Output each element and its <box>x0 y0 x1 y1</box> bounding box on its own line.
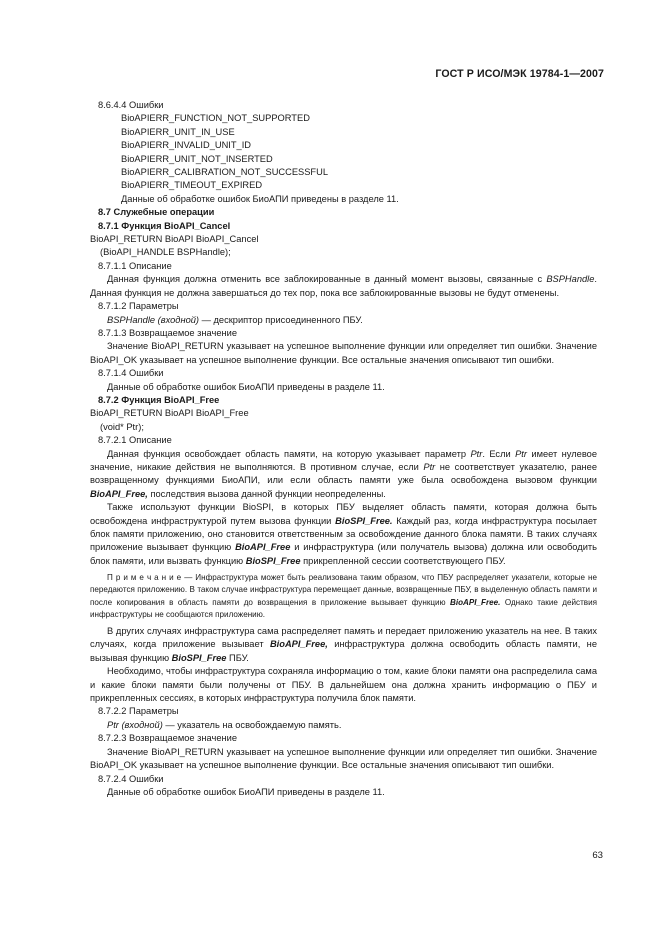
free-parameter: Ptr (входной) — указатель на освобождаемую память. <box>107 719 342 730</box>
error-reference: Данные об обработке ошибок БиоАПИ приведены в разделе 11. <box>121 193 399 204</box>
cancel-return-value: Значение BioAPI_RETURN указывает на успешное выполнение функции или определяет тип ошибки. Значение BioAPI_OK указывает на успешное выполнение функции. Все остальные значения описывают тип ошибки. <box>90 341 597 365</box>
function-signature-params: (void* Ptr); <box>100 421 144 432</box>
document-standard-header: ГОСТ Р ИСО/МЭК 19784-1—2007 <box>435 68 604 80</box>
function-signature: BioAPI_RETURN BioAPI BioAPI_Cancel <box>90 234 259 245</box>
error-code: BioAPIERR_FUNCTION_NOT_SUPPORTED <box>121 113 310 124</box>
error-code: BioAPIERR_CALIBRATION_NOT_SUCCESSFUL <box>121 167 328 178</box>
error-code: BioAPIERR_INVALID_UNIT_ID <box>121 140 252 151</box>
section-8-7-heading: 8.7 Служебные операции <box>98 207 215 218</box>
cancel-description: Данная функция должна отменить все заблокированные в данный момент вызовы, связанные с BSPHandle. Данная функция не должна завершаться до тех пор, пока все заблокированные вызовы не будут отменены. <box>90 274 597 298</box>
function-signature-params: (BioAPI_HANDLE BSPHandle); <box>100 247 231 258</box>
section-8-7-2-3-heading: 8.7.2.3 Возвращаемое значение <box>98 733 238 744</box>
section-8-7-1-heading: 8.7.1 Функция BioAPI_Cancel <box>98 220 231 231</box>
section-8-7-2-4-heading: 8.7.2.4 Ошибки <box>98 773 164 784</box>
cancel-error-reference: Данные об обработке ошибок БиоАПИ приведены в разделе 11. <box>107 381 385 392</box>
section-8-7-1-3-heading: 8.7.1.3 Возвращаемое значение <box>98 327 238 338</box>
section-8-7-2-1-heading: 8.7.2.1 Описание <box>98 435 172 446</box>
error-code: BioAPIERR_UNIT_IN_USE <box>121 126 235 137</box>
free-error-reference: Данные об обработке ошибок БиоАПИ приведены в разделе 11. <box>107 786 385 797</box>
free-return-value: Значение BioAPI_RETURN указывает на успешное выполнение функции или определяет тип ошибки. Значение BioAPI_OK указывает на успешное выполнение функции. Все остальные значения описывают тип ошибки. <box>90 746 597 771</box>
cancel-parameter: BSPHandle (входной) — дескриптор присоединенного ПБУ. <box>107 314 363 325</box>
section-8-7-2-heading: 8.7.2 Функция BioAPI_Free <box>98 394 220 405</box>
section-8-7-1-4-heading: 8.7.1.4 Ошибки <box>98 368 164 379</box>
error-code: BioAPIERR_TIMEOUT_EXPIRED <box>121 180 263 191</box>
free-description-p3: В других случаях инфраструктура сама распределяет память и передает приложению указатель на нее. В таких случаях, когда приложение вызывает BioAPI_Free, инфраструктура должна освободить область памяти, не вызывая функцию BioSPI_Free ПБУ. <box>90 626 597 663</box>
section-8-7-2-2-heading: 8.7.2.2 Параметры <box>98 706 179 717</box>
section-8-6-4-4-heading: 8.6.4.4 Ошибки <box>98 100 164 110</box>
section-8-7-1-2-heading: 8.7.1.2 Параметры <box>98 301 179 312</box>
function-signature: BioAPI_RETURN BioAPI BioAPI_Free <box>90 408 249 419</box>
free-description-p1: Данная функция освобождает область памяти, на которую указывает параметр Ptr. Если Ptr имеет нулевое значение, никакие действия не выполняются. В противном случае, если Ptr не соответствует указателю, ранее возвращенному функциями БиоАПИ, или если область памяти уже была освобождена вызовом функции BioAPI_Free, последствия вызова данной функции неопределенны. <box>90 448 598 499</box>
note-paragraph: П р и м е ч а н и е — Инфраструктура может быть реализована таким образом, что ПБУ распределяет указатели, которые не передаются приложению. В таком случае инфраструктура перемещает данные, возвращенные ПБУ, в выделенную область памяти и после копирования в область памяти до возвращения в приложение вызывает функцию BioAPI_Free. Однако такие действия инфраструктуры не сообщаются приложению. <box>90 573 597 619</box>
section-8-7-1-1-heading: 8.7.1.1 Описание <box>98 260 172 271</box>
free-description-p2: Также используют функции BioSPI, в которых ПБУ выделяет область памяти, которая должна быть освобождена инфраструктурой путем вызова функции BioSPI_Free. Каждый раз, когда инфраструктура посылает блок памяти приложению, оно становится ответственным за освобождение данного блока памяти. В таких случаях приложение вызывает функцию BioAPI_Free и инфраструктура (или получатель вызова) должна или освободить блок памяти, или вызвать функцию BioSPI_Free прикрепленной сессии соответствующего ПБУ. <box>90 502 597 566</box>
document-body <box>90 99 597 799</box>
free-description-p4: Необходимо, чтобы инфраструктура сохраняла информацию о том, какие блоки памяти она распределила сама и какие блоки памяти были получены от ПБУ. В дальнейшем она должна хранить информацию о ПБУ и прикрепленных сессиях, в которых инфраструктура получила блок памяти. <box>90 666 597 704</box>
page-number: 63 <box>592 850 603 861</box>
error-code: BioAPIERR_UNIT_NOT_INSERTED <box>121 153 273 164</box>
